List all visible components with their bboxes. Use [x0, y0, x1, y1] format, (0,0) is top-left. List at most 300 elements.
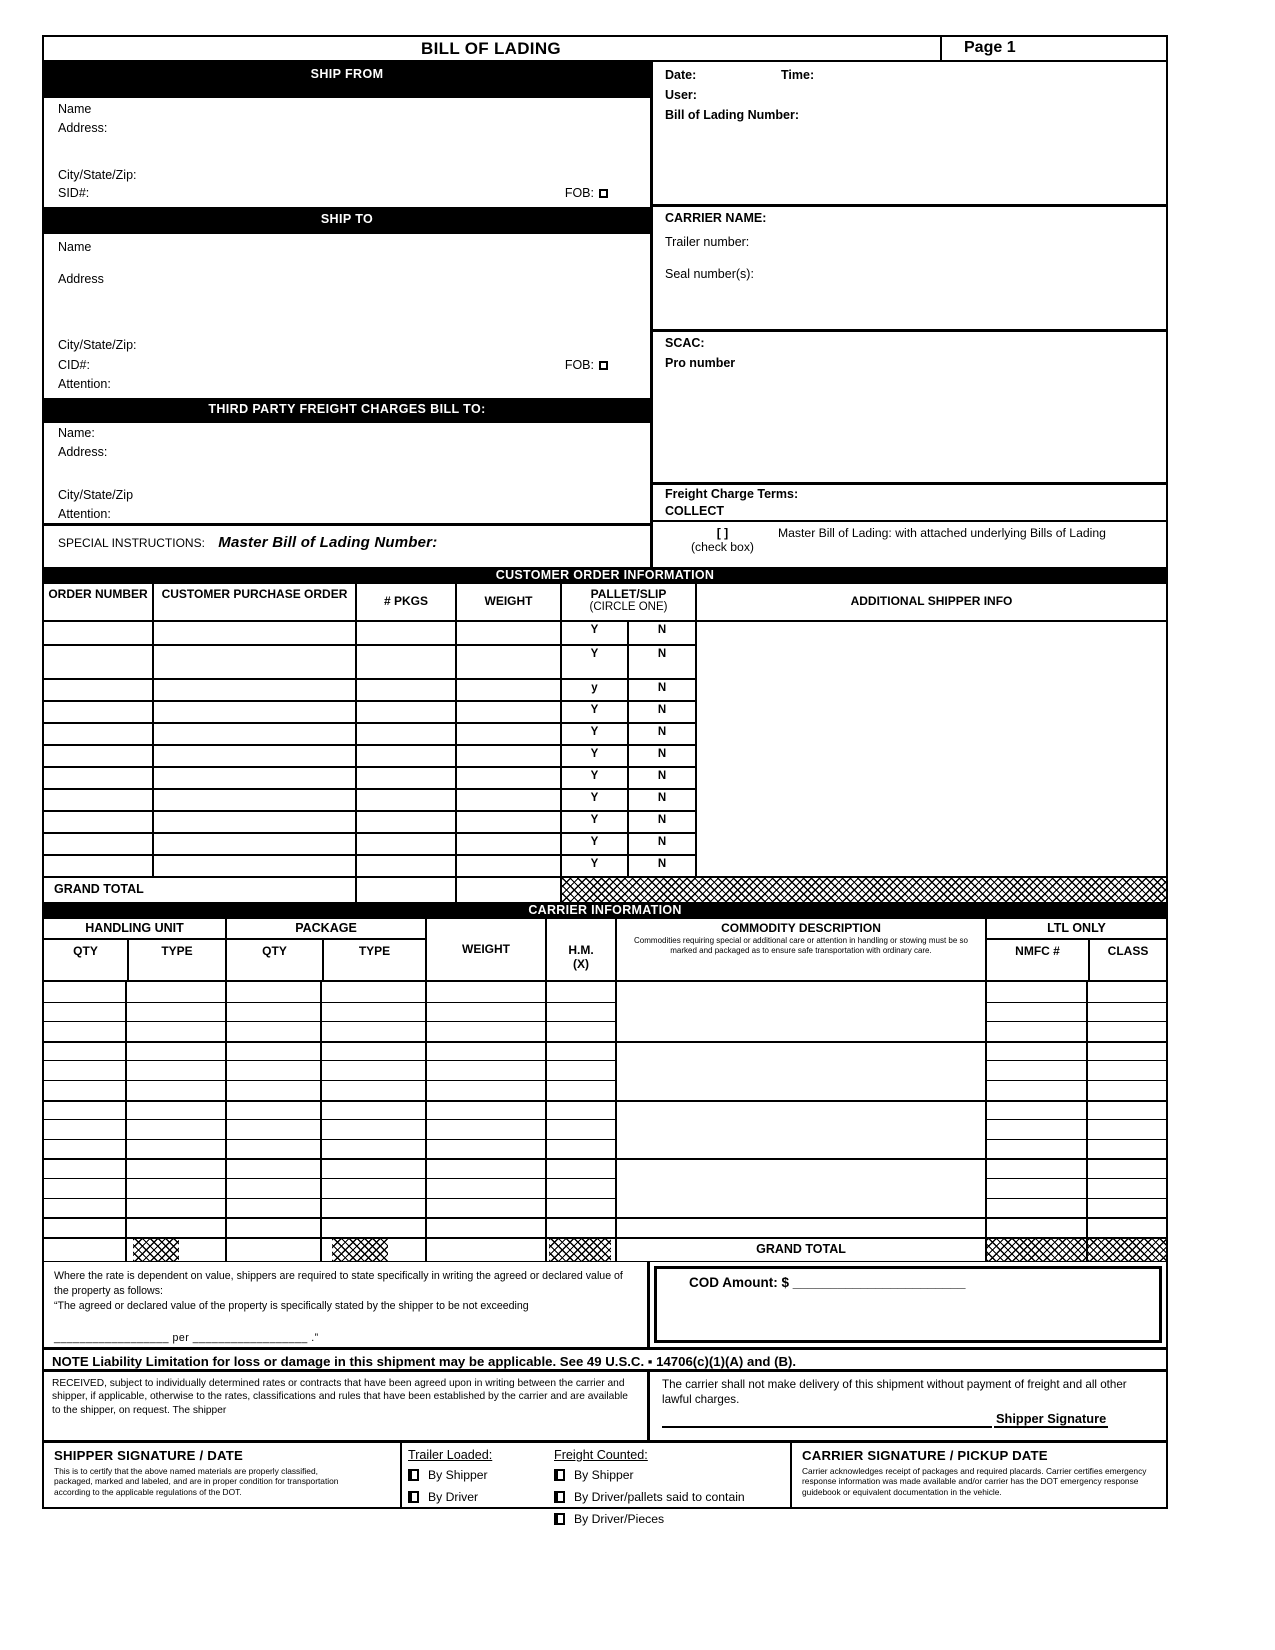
carrier-info-cell[interactable]: [227, 1139, 322, 1159]
carrier-info-cell[interactable]: [227, 1080, 322, 1100]
grand-total-weight-cell[interactable]: [457, 878, 562, 902]
special-instructions-label: SPECIAL INSTRUCTIONS:: [58, 536, 205, 550]
carrier-info-cell[interactable]: [987, 1043, 1088, 1061]
carrier-info-cell[interactable]: [617, 1102, 987, 1120]
time-label: Time:: [781, 68, 815, 82]
fob-label: FOB:: [564, 358, 594, 372]
carrier-info-cell[interactable]: [617, 1139, 987, 1159]
carrier-info-cell[interactable]: [617, 1178, 987, 1198]
pallet-no-option[interactable]: N: [629, 744, 697, 766]
gt-nmfc-hatch: [987, 1239, 1088, 1261]
carrier-info-cell[interactable]: [617, 1080, 987, 1100]
weight-cell[interactable]: [457, 722, 562, 744]
freight-counted-option: [554, 1512, 786, 1526]
bill-of-lading-form: [42, 35, 1168, 1526]
freight-counted-option-label: By Driver/Pieces: [574, 1511, 665, 1526]
carrier-info-cell[interactable]: [987, 1219, 1088, 1237]
carrier-info-cell[interactable]: [1088, 1178, 1166, 1198]
carrier-info-row: [44, 1080, 1166, 1100]
pallet-yes-option[interactable]: Y: [562, 788, 629, 810]
carrier-info-row: [44, 1041, 1166, 1061]
carrier-info-cell[interactable]: [127, 1160, 227, 1178]
carrier-info-cell[interactable]: [987, 1102, 1088, 1120]
po-cell[interactable]: [154, 744, 357, 766]
po-cell[interactable]: [154, 722, 357, 744]
commodity-description-header: [617, 919, 987, 980]
po-cell[interactable]: [154, 810, 357, 832]
carrier-info-cell[interactable]: [547, 1139, 617, 1159]
pkgs-cell[interactable]: [357, 744, 457, 766]
carrier-info-row: [44, 1100, 1166, 1120]
package-group: [227, 919, 427, 980]
carrier-info-cell[interactable]: [44, 1160, 127, 1178]
handling-unit-label: HANDLING UNIT: [44, 919, 225, 940]
carrier-signature-block: [792, 1443, 1166, 1507]
order-cell[interactable]: [44, 700, 154, 722]
carrier-info-cell[interactable]: [127, 1080, 227, 1100]
carrier-info-cell[interactable]: [427, 1102, 547, 1120]
user-label: User:: [665, 88, 697, 102]
carrier-info-cell[interactable]: [1088, 1002, 1166, 1022]
pkgs-cell[interactable]: [357, 832, 457, 854]
carrier-info-cell[interactable]: [427, 1080, 547, 1100]
carrier-info-cell[interactable]: [322, 1102, 427, 1120]
carrier-info-cell[interactable]: [322, 1080, 427, 1100]
customer-order-row: [44, 766, 697, 788]
carrier-info-cell[interactable]: [1088, 1060, 1166, 1080]
carrier-info-cell[interactable]: [427, 1219, 547, 1237]
carrier-info-cell[interactable]: [322, 1178, 427, 1198]
pallet-yes-option[interactable]: Y: [562, 766, 629, 788]
weight-cell[interactable]: [457, 788, 562, 810]
signature-blank-line[interactable]: [662, 1414, 992, 1428]
third-party-fields: [44, 423, 650, 523]
master-bol-checkbox-caption: (check box): [691, 540, 754, 554]
declared-value-blank-line: __________________ per __________________ .”: [54, 1331, 319, 1344]
carrier-info-cell[interactable]: [322, 1219, 427, 1237]
pallet-yes-option[interactable]: Y: [562, 744, 629, 766]
carrier-info-cell[interactable]: [547, 1160, 617, 1178]
seal-number-label: Seal number(s):: [665, 267, 754, 281]
carrier-info-cell[interactable]: [1088, 1102, 1166, 1120]
carrier-info-cell[interactable]: [44, 1119, 127, 1139]
carrier-info-cell[interactable]: [127, 1119, 227, 1139]
special-instructions: [44, 523, 650, 567]
carrier-info-cell[interactable]: [227, 1002, 322, 1022]
ship-to-city-label: City/State/Zip:: [58, 338, 137, 352]
weight-cell[interactable]: [457, 678, 562, 700]
carrier-info-cell[interactable]: [547, 1021, 617, 1041]
freight-counted-option: [554, 1490, 786, 1504]
carrier-info-cell[interactable]: [987, 1080, 1088, 1100]
carrier-info-cell[interactable]: [322, 1060, 427, 1080]
order-cell[interactable]: [44, 722, 154, 744]
carrier-info-cell[interactable]: [547, 1119, 617, 1139]
customer-order-rows: [44, 622, 697, 876]
pallet-no-option[interactable]: N: [629, 678, 697, 700]
carrier-info-cell[interactable]: [547, 1178, 617, 1198]
carrier-info-cell[interactable]: [227, 1219, 322, 1237]
ltl-only-group: [987, 919, 1166, 980]
carrier-info-cell[interactable]: [617, 1021, 987, 1041]
po-cell[interactable]: [154, 700, 357, 722]
pkgs-cell[interactable]: [357, 788, 457, 810]
pallet-yes-option[interactable]: Y: [562, 722, 629, 744]
pkgs-cell[interactable]: [357, 766, 457, 788]
bol-number-label: Bill of Lading Number:: [665, 108, 800, 122]
carrier-info-row: [44, 1021, 1166, 1041]
trailer-loaded-checkbox[interactable]: [408, 1491, 419, 1503]
carrier-info-cell[interactable]: [322, 982, 427, 1002]
pkgs-cell[interactable]: [357, 854, 457, 876]
carrier-info-cell[interactable]: [127, 1043, 227, 1061]
customer-order-row: [44, 700, 697, 722]
weight-column-header: WEIGHT: [427, 919, 547, 980]
freight-counted-option-label: By Driver/pallets said to contain: [574, 1489, 745, 1504]
carrier-name-label: CARRIER NAME:: [665, 211, 767, 225]
customer-order-row: [44, 832, 697, 854]
pallet-no-option[interactable]: N: [629, 832, 697, 854]
pallet-yes-option[interactable]: Y: [562, 700, 629, 722]
carrier-info-cell[interactable]: [44, 1060, 127, 1080]
carrier-info-cell[interactable]: [987, 1060, 1088, 1080]
pallet-yes-option[interactable]: Y: [562, 854, 629, 876]
customer-order-row: [44, 678, 697, 700]
pkg-qty-label: QTY: [262, 944, 287, 958]
pallet-no-option[interactable]: N: [629, 700, 697, 722]
meta-block: [653, 62, 1166, 207]
customer-grand-total-label: GRAND TOTAL: [44, 878, 357, 902]
customer-order-row: [44, 854, 697, 876]
cod-area: [650, 1262, 1166, 1347]
po-cell[interactable]: [154, 766, 357, 788]
scac-block: [653, 332, 1166, 485]
trailer-loaded-option: [408, 1468, 554, 1482]
order-cell[interactable]: [44, 678, 154, 700]
third-party-address-label: Address:: [58, 445, 108, 459]
carrier-info-cell[interactable]: [127, 1102, 227, 1120]
carrier-delivery-text-block: [650, 1372, 1166, 1440]
carrier-info-cell[interactable]: [322, 1119, 427, 1139]
ship-to-header: SHIP TO: [44, 207, 650, 234]
form-header: [44, 37, 1166, 62]
carrier-info-cell[interactable]: [44, 1080, 127, 1100]
order-cell[interactable]: [44, 744, 154, 766]
carrier-info-cell[interactable]: [44, 1198, 127, 1218]
customer-order-row: [44, 722, 697, 744]
carrier-info-cell[interactable]: [127, 1219, 227, 1237]
circle-one-label: (CIRCLE ONE): [589, 601, 668, 613]
carrier-block: [653, 207, 1166, 332]
col-pkgs: # PKGS: [357, 584, 457, 620]
carrier-info-cell[interactable]: [127, 982, 227, 1002]
po-cell[interactable]: [154, 622, 357, 644]
freight-counted-option: [554, 1468, 786, 1482]
ship-to-fields: [44, 234, 650, 398]
order-cell[interactable]: [44, 810, 154, 832]
carrier-info-cell[interactable]: [1088, 1021, 1166, 1041]
shipper-signature-line: [662, 1411, 1156, 1428]
commodity-title: COMMODITY DESCRIPTION: [721, 921, 881, 935]
carrier-info-row: [44, 1060, 1166, 1080]
carrier-info-cell[interactable]: [1088, 1198, 1166, 1218]
pallet-no-option[interactable]: N: [629, 722, 697, 744]
ship-to-address-label: Address: [58, 272, 104, 286]
master-bol-checkbox[interactable]: [ ]: [716, 526, 729, 540]
carrier-info-cell[interactable]: [427, 982, 547, 1002]
scac-label: SCAC:: [665, 336, 705, 350]
carrier-info-cell[interactable]: [617, 1002, 987, 1022]
weight-cell[interactable]: [457, 832, 562, 854]
carrier-info-cell[interactable]: [547, 1060, 617, 1080]
carrier-delivery-text: The carrier shall not make delivery of this shipment without payment of freight and all other lawful charges.: [662, 1377, 1127, 1406]
freight-terms-value: COLLECT: [665, 504, 725, 518]
grand-total-pkgs-cell[interactable]: [357, 878, 457, 902]
order-cell[interactable]: [44, 854, 154, 876]
carrier-info-cell[interactable]: [227, 1060, 322, 1080]
carrier-info-cell[interactable]: [427, 1043, 547, 1061]
gt-type1-cell: [127, 1239, 227, 1261]
carrier-info-cell[interactable]: [322, 1139, 427, 1159]
weight-cell[interactable]: [457, 854, 562, 876]
carrier-info-cell[interactable]: [1088, 1080, 1166, 1100]
weight-cell[interactable]: [457, 744, 562, 766]
carrier-info-cell[interactable]: [44, 982, 127, 1002]
order-cell[interactable]: [44, 622, 154, 644]
pkgs-cell[interactable]: [357, 644, 457, 678]
carrier-info-cell[interactable]: [127, 1178, 227, 1198]
carrier-info-cell[interactable]: [227, 1198, 322, 1218]
hu-type-label: TYPE: [127, 940, 225, 980]
carrier-info-cell[interactable]: [987, 1178, 1088, 1198]
pkgs-cell[interactable]: [357, 722, 457, 744]
pkgs-cell[interactable]: [357, 678, 457, 700]
gt-type2-cell: [322, 1239, 427, 1261]
ship-from-city-label: City/State/Zip:: [58, 168, 137, 182]
pallet-no-option[interactable]: N: [629, 788, 697, 810]
carrier-info-cell[interactable]: [227, 1119, 322, 1139]
additional-shipper-info-cell[interactable]: [697, 622, 1166, 876]
carrier-info-cell[interactable]: [1088, 1139, 1166, 1159]
handling-unit-group: [44, 919, 227, 980]
carrier-info-cell[interactable]: [427, 1198, 547, 1218]
carrier-info-cell[interactable]: [227, 1021, 322, 1041]
carrier-info-cell[interactable]: [1088, 1219, 1166, 1237]
cod-amount-box: [654, 1266, 1162, 1343]
pro-number-label: Pro number: [665, 356, 736, 370]
po-cell[interactable]: [154, 678, 357, 700]
carrier-info-row: [44, 1158, 1166, 1178]
cod-amount-line[interactable]: _______________________: [792, 1274, 966, 1290]
carrier-info-cell[interactable]: [127, 1021, 227, 1041]
pallet-yes-option[interactable]: Y: [562, 810, 629, 832]
carrier-info-cell[interactable]: [547, 1080, 617, 1100]
carrier-info-cell[interactable]: [227, 1160, 322, 1178]
freight-counted-checkbox[interactable]: [554, 1469, 565, 1481]
gt-qty2-cell: [227, 1239, 322, 1261]
carrier-info-cell[interactable]: [1088, 982, 1166, 1002]
carrier-info-cell[interactable]: [1088, 1043, 1166, 1061]
customer-order-row: [44, 788, 697, 810]
nmfc-label: NMFC #: [1015, 944, 1060, 958]
carrier-info-cell[interactable]: [427, 1060, 547, 1080]
po-cell[interactable]: [154, 832, 357, 854]
carrier-info-cell[interactable]: [127, 1198, 227, 1218]
ship-from-sid-label: SID#:: [58, 186, 90, 200]
trailer-number-label: Trailer number:: [665, 235, 750, 249]
carrier-info-cell[interactable]: [547, 1198, 617, 1218]
order-cell[interactable]: [44, 644, 154, 678]
carrier-info-cell[interactable]: [227, 1178, 322, 1198]
customer-grand-total-row: [44, 876, 1166, 902]
order-cell[interactable]: [44, 832, 154, 854]
weight-cell[interactable]: [457, 644, 562, 678]
pallet-no-option[interactable]: N: [629, 622, 697, 644]
pallet-no-option[interactable]: N: [629, 766, 697, 788]
carrier-info-cell[interactable]: [427, 1002, 547, 1022]
pkgs-cell[interactable]: [357, 622, 457, 644]
po-cell[interactable]: [154, 788, 357, 810]
carrier-info-cell[interactable]: [44, 1021, 127, 1041]
pallet-no-option[interactable]: N: [629, 644, 697, 678]
po-cell[interactable]: [154, 644, 357, 678]
hu-qty-label: QTY: [73, 944, 98, 958]
carrier-info-row: [44, 982, 1166, 1002]
carrier-info-cell[interactable]: [987, 1021, 1088, 1041]
carrier-info-cell[interactable]: [547, 1043, 617, 1061]
declared-value-box: [44, 1262, 650, 1347]
carrier-info-cell[interactable]: [227, 1102, 322, 1120]
carrier-info-cell[interactable]: [987, 1160, 1088, 1178]
carrier-info-cell[interactable]: [617, 1043, 987, 1061]
carrier-info-cell[interactable]: [322, 1002, 427, 1022]
gt-qty1-cell: [44, 1239, 127, 1261]
carrier-info-cell[interactable]: [547, 1219, 617, 1237]
carrier-info-cell[interactable]: [617, 1198, 987, 1218]
carrier-info-cell[interactable]: [427, 1139, 547, 1159]
pkgs-cell[interactable]: [357, 700, 457, 722]
pallet-yes-option[interactable]: Y: [562, 832, 629, 854]
customer-order-row: [44, 744, 697, 766]
carrier-info-cell[interactable]: [44, 1002, 127, 1022]
carrier-info-cell[interactable]: [1088, 1160, 1166, 1178]
pallet-yes-option[interactable]: Y: [562, 644, 629, 678]
trailer-loaded-option-label: By Shipper: [428, 1467, 488, 1482]
ship-to-fob: [565, 358, 608, 372]
carrier-info-rows: [44, 982, 1166, 1237]
carrier-info-cell[interactable]: [547, 982, 617, 1002]
carrier-info-cell[interactable]: [987, 1198, 1088, 1218]
order-cell[interactable]: [44, 788, 154, 810]
carrier-info-cell[interactable]: [1088, 1119, 1166, 1139]
freight-counted-checkbox[interactable]: [554, 1513, 565, 1525]
carrier-information-header: CARRIER INFORMATION: [44, 902, 1166, 919]
gt-weight-cell: [427, 1239, 547, 1261]
weight-cell[interactable]: [457, 700, 562, 722]
trailer-loaded-checkbox[interactable]: [408, 1469, 419, 1481]
po-cell[interactable]: [154, 854, 357, 876]
carrier-info-cell[interactable]: [427, 1021, 547, 1041]
declared-value-para2: “The agreed or declared value of the property is specifically stated by the shipper to be not exceeding: [54, 1299, 529, 1312]
ship-to-name-label: Name: [58, 240, 92, 254]
carrier-info-cell[interactable]: [227, 982, 322, 1002]
received-text: RECEIVED, subject to individually determined rates or contracts that have been agreed upon in writing between the carrier and shipper, if applicable, otherwise to the rates, classifications and rules that have been established by the carrier and are available to the shipper, on request. The shipper: [44, 1372, 650, 1440]
carrier-info-cell[interactable]: [987, 1119, 1088, 1139]
hm-column-header: [547, 919, 617, 980]
pkgs-cell[interactable]: [357, 810, 457, 832]
freight-counted-checkbox[interactable]: [554, 1491, 565, 1503]
carrier-info-cell[interactable]: [987, 1002, 1088, 1022]
carrier-info-cell[interactable]: [127, 1139, 227, 1159]
pallet-yes-option[interactable]: y: [562, 678, 629, 700]
carrier-info-cell[interactable]: [127, 1060, 227, 1080]
carrier-info-cell[interactable]: [427, 1160, 547, 1178]
carrier-info-cell[interactable]: [987, 1139, 1088, 1159]
ship-to-attention-label: Attention:: [58, 377, 111, 391]
pallet-no-option[interactable]: N: [629, 810, 697, 832]
shipper-signature-label: Shipper Signature: [996, 1410, 1107, 1426]
weight-cell[interactable]: [457, 766, 562, 788]
ship-from-name-label: Name: [58, 102, 92, 116]
header-divider: [940, 37, 942, 60]
weight-cell[interactable]: [457, 810, 562, 832]
carrier-info-cell[interactable]: [322, 1043, 427, 1061]
carrier-info-cell[interactable]: [44, 1139, 127, 1159]
shipper-signature-block: [44, 1443, 402, 1507]
carrier-info-cell[interactable]: [617, 1160, 987, 1178]
page-number: Page 1: [964, 39, 1016, 56]
declared-value-para1: Where the rate is dependent on value, shippers are required to state specifically in writing the agreed or declared value of the property as follows:: [54, 1269, 623, 1297]
cod-amount-label: COD Amount: $: [689, 1274, 789, 1290]
carrier-info-cell[interactable]: [617, 982, 987, 1002]
pallet-yes-option[interactable]: Y: [562, 622, 629, 644]
order-cell[interactable]: [44, 766, 154, 788]
weight-cell[interactable]: [457, 622, 562, 644]
carrier-signature-title: CARRIER SIGNATURE / PICKUP DATE: [802, 1447, 1048, 1463]
carrier-info-cell[interactable]: [322, 1160, 427, 1178]
carrier-info-cell[interactable]: [322, 1021, 427, 1041]
carrier-info-column-headers: [44, 919, 1166, 982]
carrier-info-cell[interactable]: [617, 1119, 987, 1139]
freight-terms-block: [653, 485, 1166, 522]
carrier-info-cell[interactable]: [617, 1219, 987, 1237]
liability-note: NOTE Liability Limitation for loss or damage in this shipment may be applicable. See 49 U.S.C. ▪ 14706(c)(1)(A) and (B).: [44, 1347, 1166, 1372]
carrier-info-cell[interactable]: [427, 1119, 547, 1139]
carrier-info-cell[interactable]: [44, 1043, 127, 1061]
carrier-info-cell[interactable]: [227, 1043, 322, 1061]
carrier-info-cell[interactable]: [127, 1002, 227, 1022]
carrier-info-cell[interactable]: [547, 1102, 617, 1120]
col-weight: WEIGHT: [457, 584, 562, 620]
ship-to-cid-label: CID#:: [58, 358, 90, 372]
carrier-info-cell[interactable]: [547, 1002, 617, 1022]
carrier-info-cell[interactable]: [427, 1178, 547, 1198]
carrier-info-cell[interactable]: [44, 1178, 127, 1198]
fob-checkbox[interactable]: [599, 189, 608, 198]
fob-checkbox[interactable]: [599, 361, 608, 370]
carrier-info-cell[interactable]: [322, 1198, 427, 1218]
customer-order-row: [44, 810, 697, 832]
hm-label: H.M.: [568, 943, 594, 957]
shipper-signature-title: SHIPPER SIGNATURE / DATE: [54, 1447, 243, 1463]
carrier-info-cell[interactable]: [44, 1102, 127, 1120]
carrier-info-cell[interactable]: [617, 1060, 987, 1080]
carrier-info-cell[interactable]: [44, 1219, 127, 1237]
carrier-info-cell[interactable]: [987, 982, 1088, 1002]
trailer-loaded-option-label: By Driver: [428, 1489, 479, 1504]
ship-from-address-label: Address:: [58, 121, 108, 135]
pallet-no-option[interactable]: N: [629, 854, 697, 876]
